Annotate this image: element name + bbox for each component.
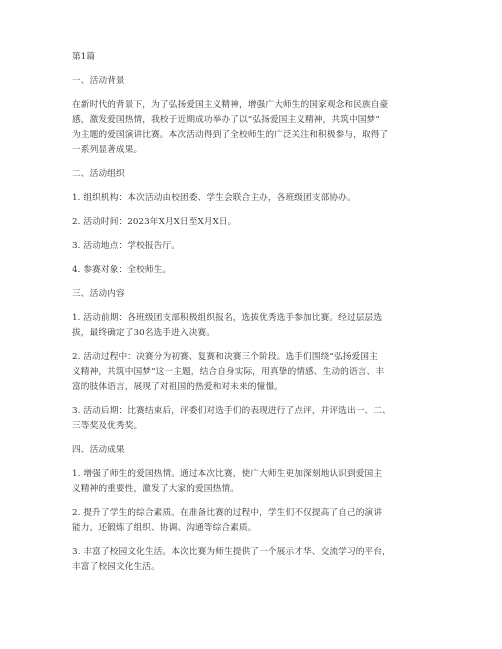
list-item xyxy=(72,506,432,536)
text-line: 1. 增强了师生的爱国热情。通过本次比赛，使广大师生更加深刻地认识到爱国主 xyxy=(72,469,383,479)
text-line: 一系列显著成果。 xyxy=(72,145,143,155)
text-line: 富的肢体语言，展现了对祖国的热爱和对未来的憧憬。 xyxy=(72,382,283,392)
list-item xyxy=(72,404,432,434)
text-line: 三等奖及优秀奖。 xyxy=(72,421,143,431)
text-line: 3. 活动地点：学校报告厅。 xyxy=(72,241,181,251)
text-line: 3. 丰富了校园文化生活。本次比赛为师生提供了一个展示才华、交流学习的平台， xyxy=(72,547,391,557)
text-line: 1. 组织机构：本次活动由校团委、学生会联合主办，各班级团支部协办。 xyxy=(72,193,356,203)
text-line: 3. 活动后期：比赛结束后，评委们对选手们的表现进行了点评，并评选出一、二、 xyxy=(72,406,391,416)
text-line: 2. 提升了学生的综合素质。在准备比赛的过程中，学生们不仅提高了自己的演讲 xyxy=(72,508,383,518)
text-line: 义精神的重要性，激发了大家的爱国热情。 xyxy=(72,484,239,494)
list-item xyxy=(72,545,432,575)
text-line: 为主题的爱国演讲比赛。本次活动得到了全校师生的广泛关注和积极参与，取得了 xyxy=(72,130,389,140)
page-label: 第1篇 xyxy=(72,52,96,62)
text-line: 4. 参赛对象：全校师生。 xyxy=(72,265,172,275)
text-line: 1. 活动前期：各班级团支部积极组织报名，选拔优秀选手参加比赛。经过层层选 xyxy=(72,313,383,323)
list-item xyxy=(72,467,432,497)
text-line: 2. 活动时间：2023年X月X日至X月X日。 xyxy=(72,217,237,227)
paragraph-background xyxy=(72,98,432,158)
section-heading-content: 三、活动内容 xyxy=(72,289,125,299)
list-item xyxy=(72,215,432,230)
text-line: 丰富了校园文化生活。 xyxy=(72,562,160,572)
list-item xyxy=(72,239,432,254)
section-heading-results: 四、活动成果 xyxy=(72,445,125,455)
list-item xyxy=(72,263,432,278)
text-line: 2. 活动过程中：决赛分为初赛、复赛和决赛三个阶段。选手们围绕“弘扬爱国主 xyxy=(72,352,378,362)
text-line: 感，激发爱国热情，我校于近期成功举办了以“弘扬爱国主义精神，共筑中国梦” xyxy=(72,115,380,125)
text-line: 拔，最终确定了30名选手进入决赛。 xyxy=(72,328,216,338)
list-item xyxy=(72,191,432,206)
section-heading-organization: 二、活动组织 xyxy=(72,169,125,179)
document-body xyxy=(72,50,432,584)
section-heading-background: 一、活动背景 xyxy=(72,76,125,86)
text-line: 义精神，共筑中国梦”这一主题，结合自身实际，用真挚的情感、生动的语言、丰 xyxy=(72,367,385,377)
text-line: 能力，还锻炼了组织、协调、沟通等综合素质。 xyxy=(72,523,257,533)
list-item xyxy=(72,350,432,395)
text-line: 在新时代的背景下，为了弘扬爱国主义精神，增强广大师生的国家观念和民族自豪 xyxy=(72,100,389,110)
list-item xyxy=(72,311,432,341)
